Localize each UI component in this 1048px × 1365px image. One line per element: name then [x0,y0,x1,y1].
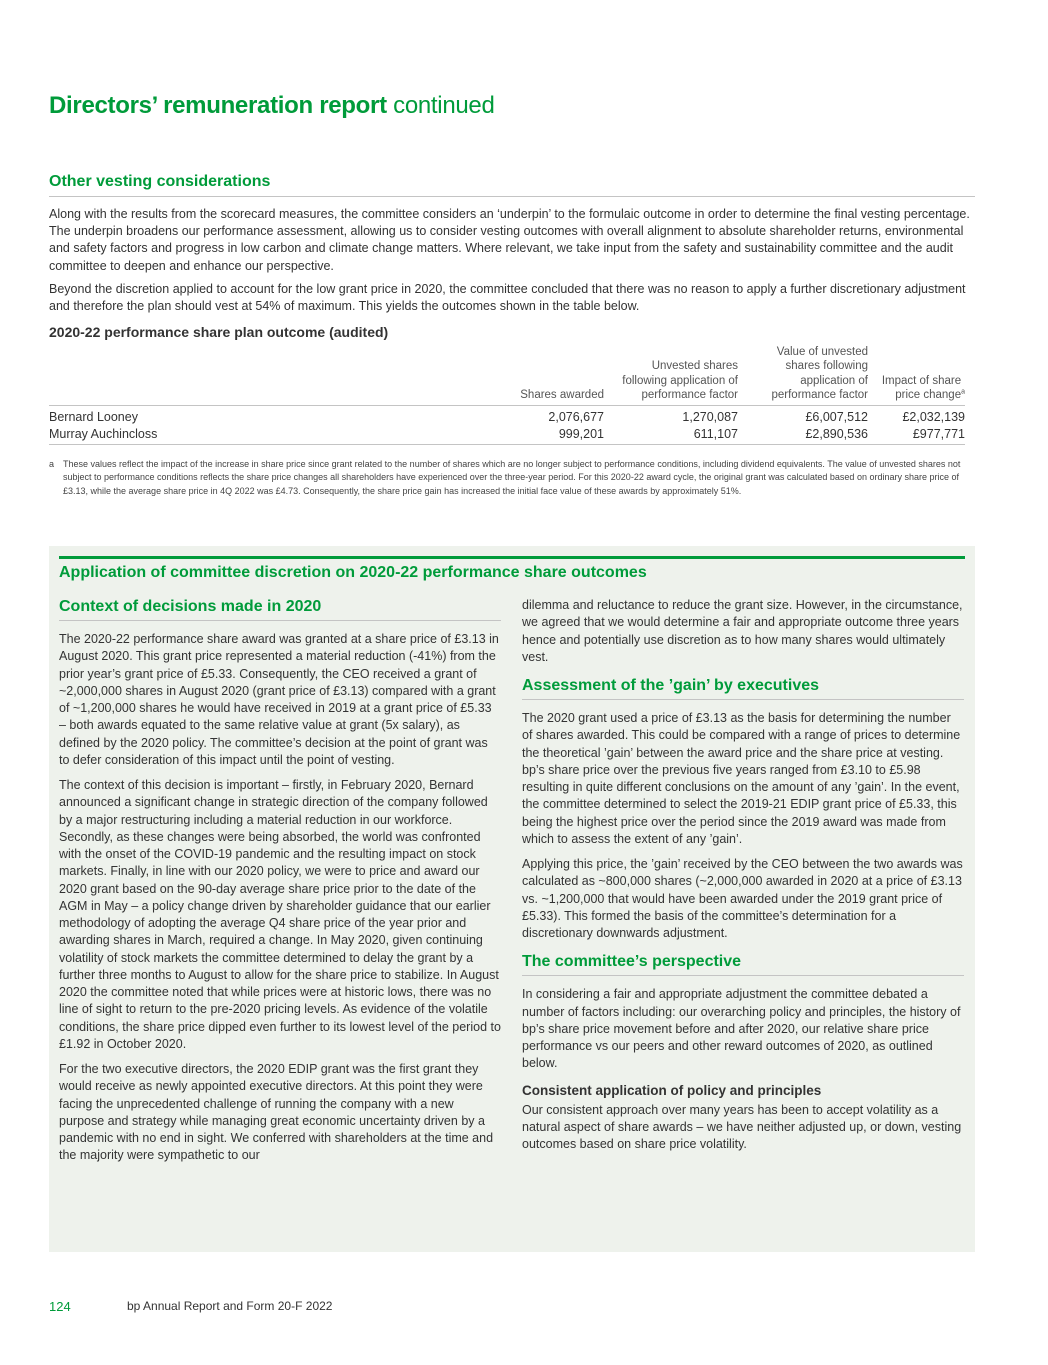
other-vesting-paragraph-1: Along with the results from the scorecard measures, the committee considers an ‘underpin’ to the formulaic outcome in order to determine the final vesting percentage. The underpin broadens our performance assessment, allowing us to consider vesting outcomes with overall alignment to absolute shareholder returns, environmental and safety factors and progress in low carbon and climate change matters. Where relevant, we take input from the safety and sustainability committee and the audit committee to deepen and enhance our perspective. [49,207,970,273]
policy-paragraph: Our consistent approach over many years has been to accept volatility as a natural aspect of share awards – we have neither adjusted up, or down, vesting outcomes based on share price volatility. [522,1102,962,1151]
cell-value-unvested: £6,007,512 [805,410,868,425]
cell-shares-awarded: 2,076,677 [548,410,604,425]
context-paragraph-3: For the two executive directors, the 2020 EDIP grant was the first grant they would receive as newly appointed executive directors. At this point they were facing the unprecedented challenge of running the company with a new purpose and strategy while managing great economic uncertainty driven by a pandemic with no end in sight. We conferred with shareholders at the time and the majority were sympathetic to our [59,1062,494,1163]
page-number: 124 [49,1299,71,1314]
panel-right-column [522,597,964,1153]
cell-impact: £2,032,139 [902,410,965,425]
column-header-unvested-shares [604,345,738,405]
committee-discretion-panel [49,546,975,1252]
row-name: Murray Auchincloss [49,426,379,445]
table-footnote [49,458,975,498]
context-heading: Context of decisions made in 2020 [59,596,501,621]
column-footnote-marker: a [961,388,965,395]
gain-paragraph-2: Applying this price, the ’gain’ received by the CEO between the two awards was calculated as ~800,000 shares (~2,000,000 awarded in 2020 at a price of £3.13 vs. ~1,200,000 that would have been awarded under the 2019 grant price of £5.33). This formed the basis of the committee’s determination for a discretionary downwards adjustment. [522,857,963,940]
other-vesting-section [49,171,975,498]
footnote-marker: a [49,459,55,470]
column-header-impact-label: Impact of share price change [881,374,962,401]
context-paragraph-1: The 2020-22 performance share award was granted at a share price of £3.13 in August 2020. This grant price represented a material reduction (-41%) from the prior year’s grant price of £5.33. Consequently, the CEO received a grant of ~2,000,000 shares in August 2020 (grant price of £3.13) compared with a grant of ~1,200,000 shares he would have received in 2019 at a grant price of £5.33 – both awards equated to the same relative value at grant (5x salary), as defined by the 2020 policy. The committee’s decision at the point of grant was to defer consideration of this impact until the point of vesting. [59,632,499,767]
panel-title: Application of committee discretion on 2020-22 performance share outcomes [59,564,647,581]
perspective-heading: The committee’s perspective [522,951,964,976]
page-title-continued: continued [393,92,495,119]
cell-unvested-shares: 1,270,087 [682,410,738,425]
outcome-table [49,345,965,445]
policy-subheading: Consistent application of policy and principles [522,1082,822,1098]
cell-value-unvested: £2,890,536 [738,426,868,445]
continuation-paragraph: dilemma and reluctance to reduce the grant size. However, in the circumstance, we agreed that we would determine a fair and appropriate outcome three years hence and potentially use discretion as to how many shares would ultimately vest. [522,598,963,664]
page-footer [49,1299,332,1314]
footnote-text: These values reflect the impact of the increase in share price since grant related to the number of shares which are no longer subject to performance conditions, including dividend equivalents. The value of unvested shares not subject to performance conditions reflects the share price changes all shareholders have experienced over the three-year period. For this 2020-22 award cycle, the original grant was calculated based on ordinary share price of £3.13, while the average share price in 4Q 2022 was £4.73. Consequently, the share price gain has increased the initial face value of these awards by approximately 51%. [63,459,961,496]
column-header-shares-awarded: Shares awarded [379,345,604,405]
other-vesting-paragraph-2: Beyond the discretion applied to account for the low grant price in 2020, the committee concluded that there was no reason to apply a further discretionary adjustment and therefore the plan should vest at 54% of maximum. This yields the outcomes shown in the table below. [49,281,966,314]
other-vesting-heading: Other vesting considerations [49,171,975,197]
context-paragraph-2: The context of this decision is important – firstly, in February 2020, Bernard announced a significant change in strategic direction of the company followed by a major restructuring including a material reduction in our workforce. Secondly, as these changes were being absorbed, the world was confronted with the onset of the COVID-19 pandemic and the resulting impact on stock markets. Finally, in line with our 2020 policy, we were to price and award our 2020 grant based on the 90-day average share price prior to the date of the AGM in May – a policy change driven by shareholder guidance that our earlier methodology of adopting the average Q4 share price of the year prior and awarding shares in March, required a change. In May 2020, given continuing volatility of stock markets the committee determined to delay the grant by a further three months to August to allow for the share price to stabilize. In August 2020 the committee noted that while prices were at historic lows, there was no line of sight to return to the pre-2020 pricing levels. As evidence of the volatile conditions, the share price dipped even further to its lowest level of the period to £1.92 in October 2020. [59,778,501,1051]
cell-unvested-shares: 611,107 [604,426,738,445]
column-header-impact [868,345,965,405]
column-header-unvested-shares-label: Unvested shares following application of performance factor [622,360,738,401]
column-header-name [49,345,379,405]
page-title [49,90,495,122]
page-title-main: Directors’ remuneration report [49,92,387,119]
panel-accent-bar [59,556,965,559]
column-header-value-unvested [738,345,868,405]
gain-paragraph-1: The 2020 grant used a price of £3.13 as the basis for determining the number of shares awarded. This could be compared with a range of prices to determine the theoretical ’gain’ between the award price and the share price at vesting. bp’s share price over the previous five years ranged from £3.10 to £5.98 resulting in quite different conclusions on the amount of any ’gain’. In the event, the committee determined to select the 2019-21 EDIP grant price of £5.33, this being the highest price over the period since the 2019 award was made from which to assess the extent of any ’gain’. [522,711,961,846]
row-name: Bernard Looney [49,410,138,425]
table-row [49,406,965,427]
table-row [49,426,965,445]
cell-impact: £977,771 [868,426,965,445]
column-header-value-unvested-label: Value of unvested shares following application of performance factor [771,346,868,401]
publication-name: bp Annual Report and Form 20-F 2022 [127,1299,333,1313]
gain-heading: Assessment of the ’gain’ by executives [522,675,964,700]
cell-shares-awarded: 999,201 [379,426,604,445]
table-title: 2020-22 performance share plan outcome (audited) [49,324,389,341]
table-header-row [49,345,965,405]
panel-left-column [59,596,501,1165]
perspective-paragraph: In considering a fair and appropriate adjustment the committee debated a number of factors including: our overarching policy and principles, the history of bp’s share price movement before and after 2020, our relative share price performance vs our peers and other reward outcomes of 2020, as outlined below. [522,987,961,1071]
